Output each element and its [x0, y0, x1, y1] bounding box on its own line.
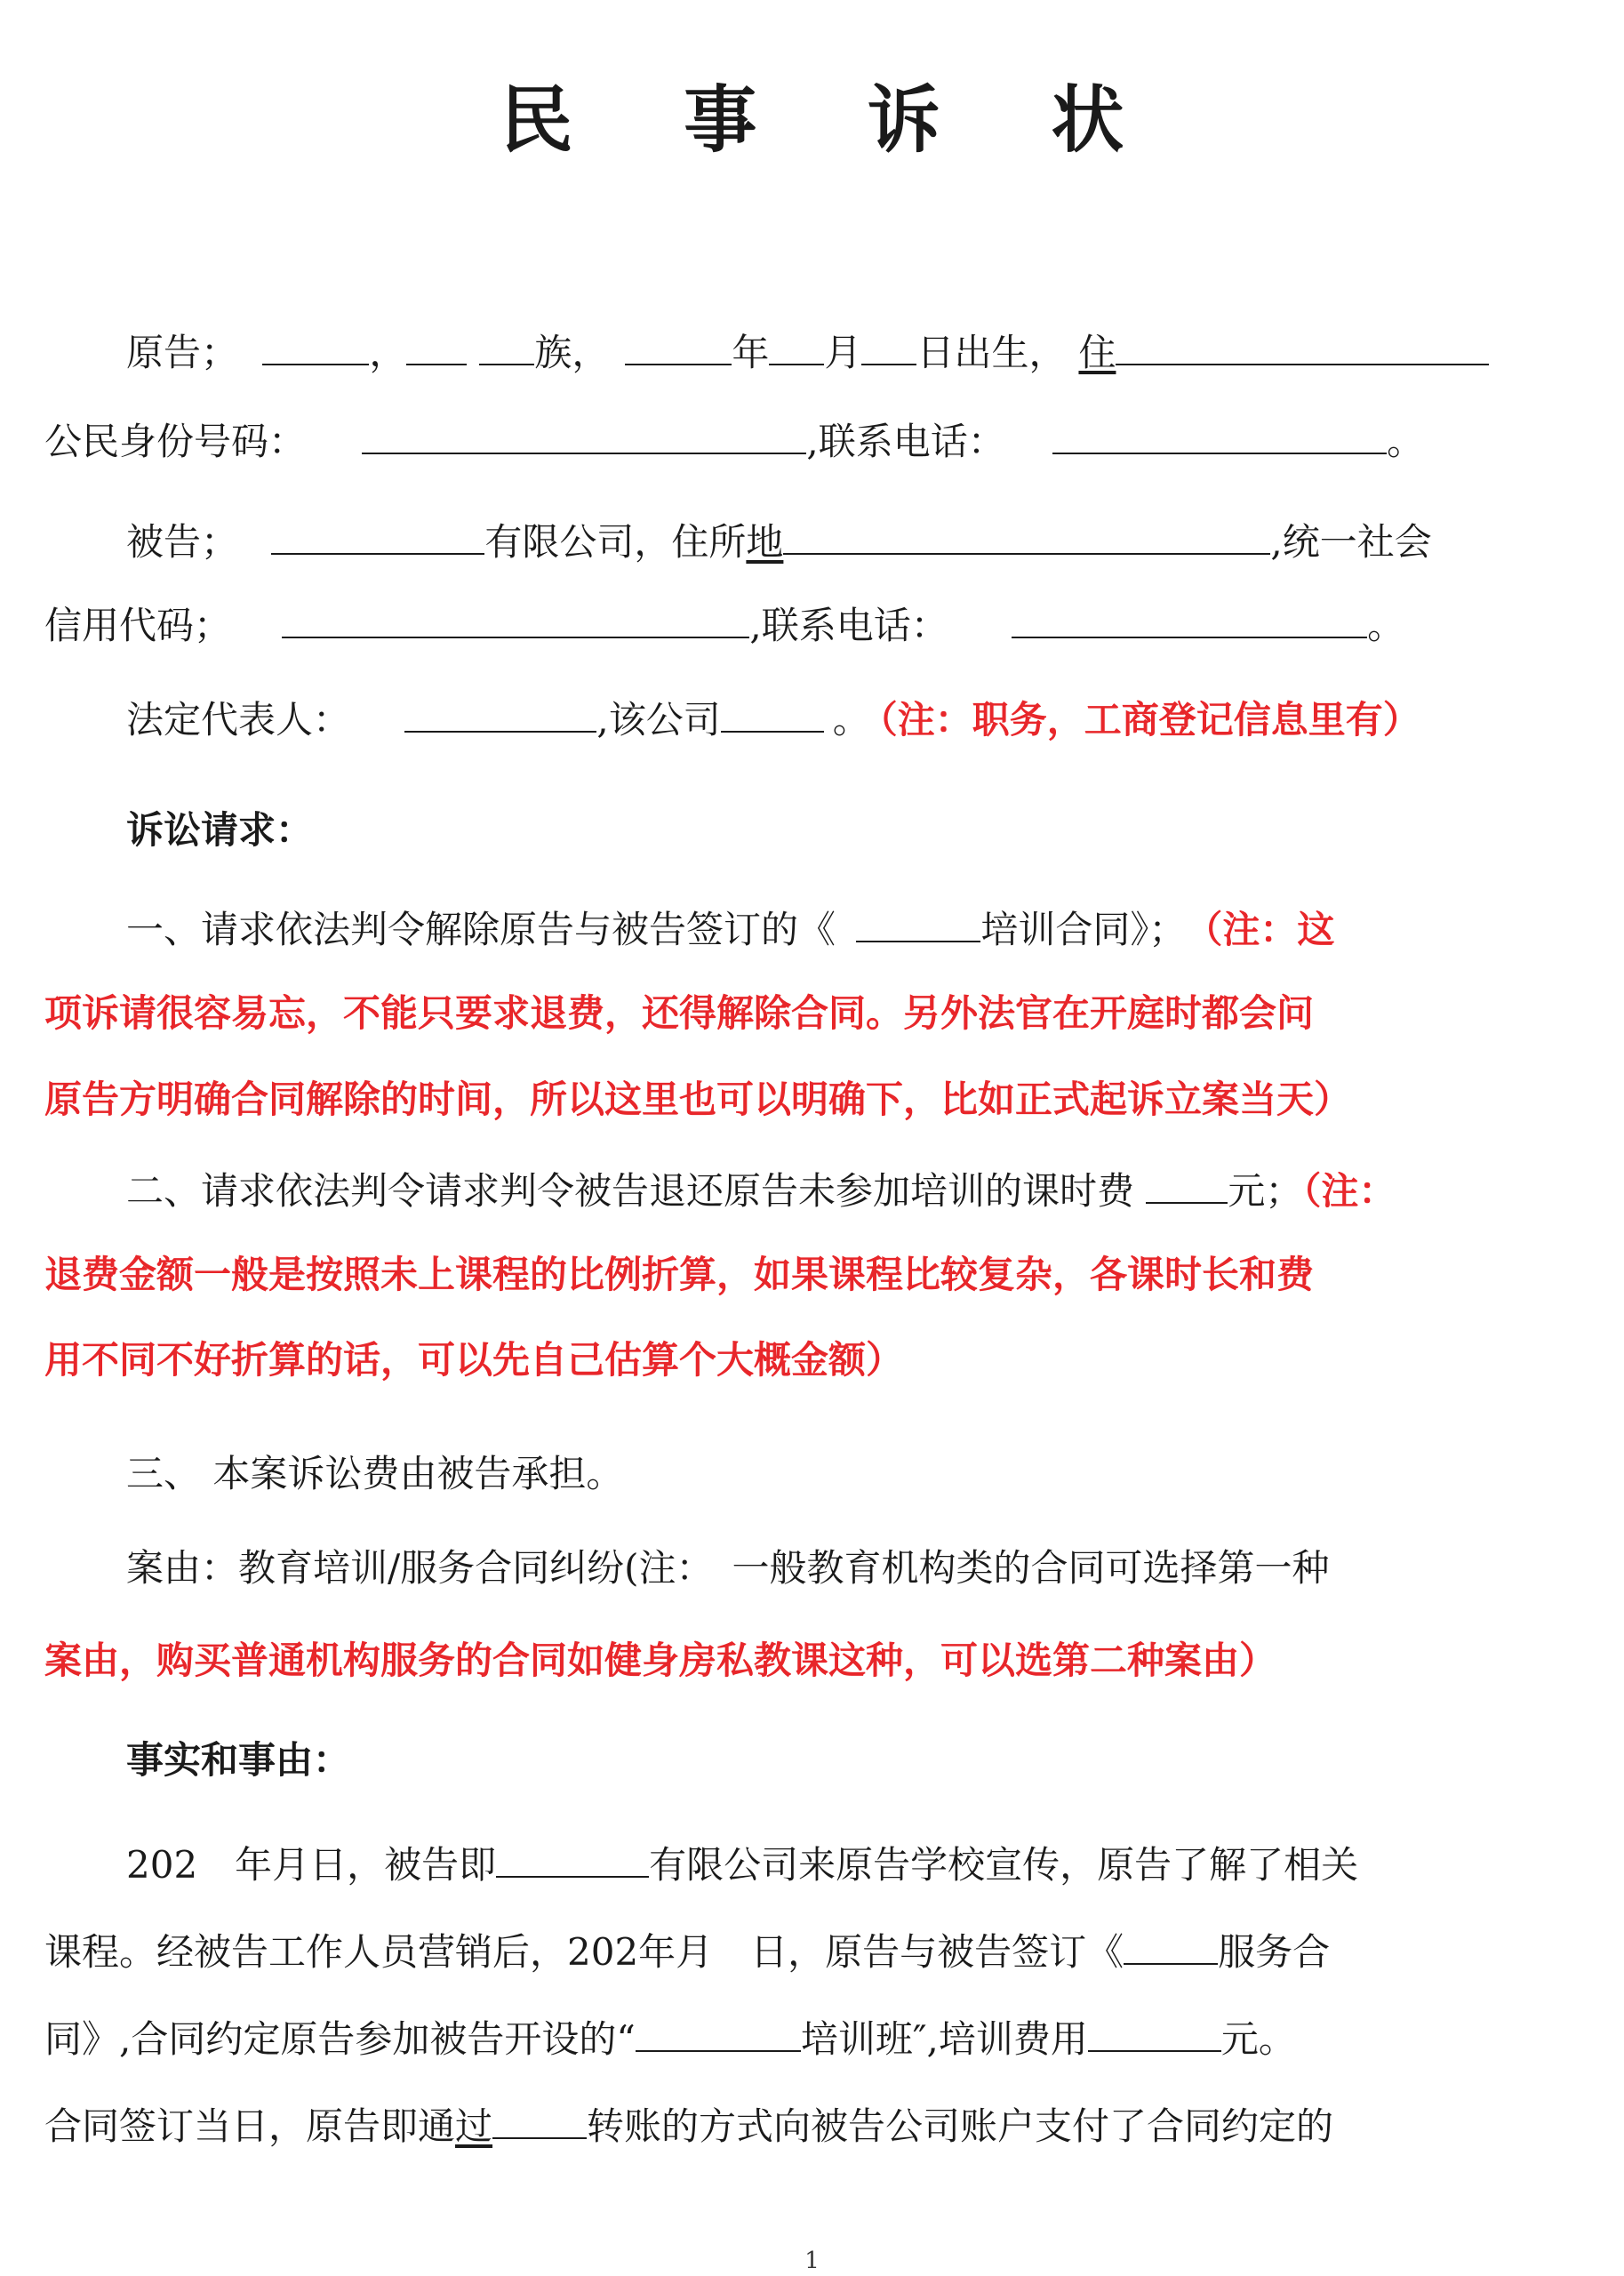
blank-plaintiff-gender: [406, 325, 467, 365]
blank-facts-company: [496, 1837, 649, 1878]
facts-line-4: 合同签订当日，原告即通过 转账的方式向被告公司账户支付了合同约定的: [44, 2098, 1538, 2153]
page-number: 1: [804, 2248, 820, 2274]
blank-plaintiff-phone: [1052, 413, 1387, 454]
blank-facts-payment-method: [492, 2098, 587, 2139]
blank-birth-year: [625, 325, 732, 365]
blank-refund-amount: [1146, 1163, 1228, 1204]
blank-defendant-name: [271, 514, 484, 555]
blank-plaintiff-address: [1116, 325, 1489, 365]
cause-note: 案由，购买普通机构服务的合同如健身房私教课这种，可以选第二种案由）: [44, 1639, 1277, 1682]
legal-rep-line: 法定代表人： ,该公司 。 （注：职务，工商登记信息里有）: [44, 692, 1620, 747]
blank-plaintiff-name: [262, 325, 369, 365]
blank-birth-day: [861, 325, 916, 365]
blank-contract-name: [856, 902, 980, 942]
facts-line-1: 202 年月日，被告即 有限公司来原告学校宣传，原告了解了相关: [44, 1837, 1620, 1892]
blank-plaintiff-ethnicity: [479, 325, 534, 365]
facts-heading: 事实和事由：: [126, 1738, 351, 1782]
blank-facts-contract: [1124, 1924, 1218, 1965]
plaintiff-line: 原告； ， 族， 年 月 日出生， 住: [44, 325, 1620, 380]
claims-heading: 诉讼请求：: [126, 808, 314, 852]
blank-birth-month: [769, 325, 824, 365]
blank-defendant-credit-code: [282, 597, 749, 638]
facts-line-3: 同》,合同约定原告参加被告开设的“ 培训班″,培训费用 元。: [44, 2011, 1538, 2066]
note-legal-rep: （注：职务，工商登记信息里有）: [878, 698, 1420, 741]
blank-facts-course: [636, 2011, 801, 2052]
blank-legal-rep-name: [404, 692, 596, 733]
blank-defendant-phone: [1012, 597, 1367, 638]
defendant-credit-line: 信用代码； ,联系电话： 。: [44, 597, 1538, 653]
blank-facts-fee: [1088, 2011, 1221, 2052]
claim-3: 三、 本案诉讼费由被告承担。: [126, 1452, 624, 1495]
claim-1: 一、请求依法判令解除原告与被告签订的《 培训合同》； （注：这: [44, 902, 1620, 957]
claim-1-note-line-2: 项诉请很容易忘，不能只要求退费，还得解除合同。另外法官在开庭时都会问: [44, 991, 1315, 1035]
cause-line: 案由：教育培训/服务合同纠纷(注： 一般教育机构类的合同可选择第一种: [126, 1546, 1330, 1590]
facts-line-2: 课程。经被告工作人员营销后，202年月 日，原告与被告签订《 服务合: [44, 1924, 1538, 1979]
plaintiff-id-line: 公民身份号码： ,联系电话： 。: [44, 413, 1538, 469]
claim-2: 二、请求依法判令请求判令被告退还原告未参加培训的课时费 元；（注：: [44, 1163, 1620, 1218]
blank-legal-rep-title: [721, 692, 824, 733]
claim-2-note-line-3: 用不同不好折算的话，可以先自己估算个大概金额）: [44, 1338, 904, 1382]
blank-defendant-address: [783, 514, 1270, 555]
blank-plaintiff-id: [362, 413, 806, 454]
claim-2-note-line-2: 退费金额一般是按照未上课程的比例折算，如果课程比较复杂，各课时长和费: [44, 1253, 1315, 1296]
claim-1-note-line-3: 原告方明确合同解除的时间，所以这里也可以明确下，比如正式起诉立案当天）: [44, 1078, 1352, 1121]
defendant-line: 被告； 有限公司，住所地 ,统一社会: [44, 514, 1620, 569]
document-title: 民 事 诉 状: [500, 78, 1167, 163]
